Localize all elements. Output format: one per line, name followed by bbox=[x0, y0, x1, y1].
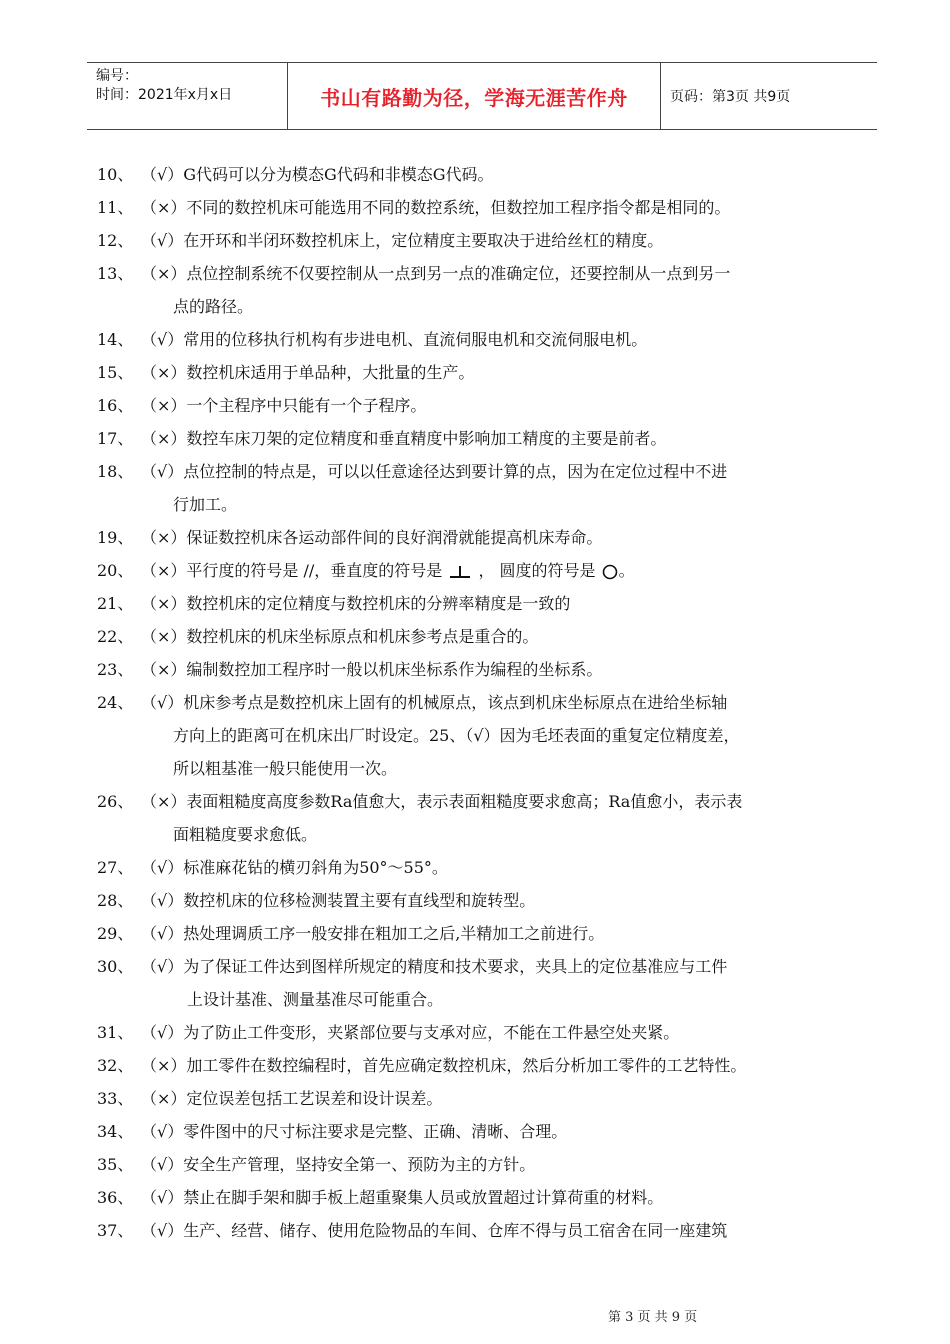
item-number: 12、 bbox=[97, 231, 134, 250]
list-item bbox=[97, 158, 877, 191]
list-item bbox=[97, 389, 877, 422]
perpendicularity-symbol-icon bbox=[447, 564, 473, 580]
item-text: （×）数控车床刀架的定位精度和垂直精度中影响加工精度的主要是前者。 bbox=[141, 429, 667, 448]
item-text: （×）加工零件在数控编程时，首先应确定数控机床，然后分析加工零件的工艺特性。 bbox=[141, 1056, 747, 1075]
item-text: （√）点位控制的特点是，可以以任意途径达到要计算的点，因为在定位过程中不进 bbox=[141, 462, 728, 481]
list-item-symbols bbox=[97, 554, 877, 587]
item-continuation: 行加工。 bbox=[173, 495, 238, 514]
item-number: 26、 bbox=[97, 792, 134, 811]
item-text: （√）数控机床的位移检测装置主要有直线型和旋转型。 bbox=[141, 891, 536, 910]
item-text: （×）数控机床的定位精度与数控机床的分辨率精度是一致的 bbox=[141, 594, 571, 613]
item-text: （×）保证数控机床各运动部件间的良好润滑就能提高机床寿命。 bbox=[141, 528, 603, 547]
item-text-part: ， 圆度的符号是 bbox=[478, 561, 596, 580]
item-continuation: 上设计基准、测量基准尽可能重合。 bbox=[187, 990, 444, 1009]
list-item bbox=[97, 686, 877, 719]
item-number: 23、 bbox=[97, 660, 134, 679]
item-number: 33、 bbox=[97, 1089, 134, 1108]
item-number: 20、 bbox=[97, 561, 134, 580]
list-item bbox=[97, 1181, 877, 1214]
item-text: （√）热处理调质工序一般安排在粗加工之后,半精加工之前进行。 bbox=[141, 924, 605, 943]
item-text: （√）标准麻花钻的横刃斜角为50°～55°。 bbox=[141, 858, 448, 877]
item-text bbox=[141, 554, 877, 587]
list-item bbox=[97, 224, 877, 257]
item-number: 14、 bbox=[97, 330, 134, 349]
item-number: 10、 bbox=[97, 165, 134, 184]
item-text: （×）数控机床适用于单品种，大批量的生产。 bbox=[141, 363, 475, 382]
item-number: 22、 bbox=[97, 627, 134, 646]
item-continuation: 所以粗基准一般只能使用一次。 bbox=[173, 759, 398, 778]
list-item bbox=[97, 587, 877, 620]
item-number: 36、 bbox=[97, 1188, 134, 1207]
item-number: 17、 bbox=[97, 429, 134, 448]
item-text: （√）禁止在脚手架和脚手板上超重聚集人员或放置超过计算荷重的材料。 bbox=[141, 1188, 664, 1207]
item-text: （×）编制数控加工程序时一般以机床坐标系作为编程的坐标系。 bbox=[141, 660, 603, 679]
list-item bbox=[97, 851, 877, 884]
list-item bbox=[97, 950, 877, 983]
item-number: 28、 bbox=[97, 891, 134, 910]
page-footer: 第 3 页 共 9 页 bbox=[608, 1310, 698, 1325]
question-list bbox=[97, 158, 877, 1247]
item-text: （×）表面粗糙度高度参数Ra值愈大，表示表面粗糙度要求愈高；Ra值愈小，表示表 bbox=[141, 792, 743, 811]
item-text: （√）在开环和半闭环数控机床上，定位精度主要取决于进给丝杠的精度。 bbox=[141, 231, 664, 250]
item-number: 16、 bbox=[97, 396, 134, 415]
item-number: 13、 bbox=[97, 264, 134, 283]
item-text: （√）G代码可以分为模态G代码和非模态G代码。 bbox=[141, 165, 494, 184]
item-number: 35、 bbox=[97, 1155, 134, 1174]
list-item bbox=[97, 1148, 877, 1181]
item-text: （√）机床参考点是数控机床上固有的机械原点，该点到机床坐标原点在进给坐标轴 bbox=[141, 693, 728, 712]
doc-number-label: 编号： bbox=[96, 68, 138, 84]
item-text: （×）不同的数控机床可能选用不同的数控系统，但数控加工程序指令都是相同的。 bbox=[141, 198, 731, 217]
item-text: （×）一个主程序中只能有一个子程序。 bbox=[141, 396, 427, 415]
list-item bbox=[97, 257, 877, 290]
item-text: （×）点位控制系统不仅要控制从一点到另一点的准确定位，还要控制从一点到另一 bbox=[141, 264, 731, 283]
item-number: 18、 bbox=[97, 462, 134, 481]
item-number: 27、 bbox=[97, 858, 134, 877]
list-item bbox=[97, 653, 877, 686]
list-item bbox=[97, 1016, 877, 1049]
list-item bbox=[97, 1082, 877, 1115]
item-text: （√）为了防止工件变形，夹紧部位要与支承对应，不能在工件悬空处夹紧。 bbox=[141, 1023, 680, 1042]
list-item bbox=[97, 323, 877, 356]
item-text: （√）安全生产管理，坚持安全第一、预防为主的方针。 bbox=[141, 1155, 536, 1174]
item-text: （√）常用的位移执行机构有步进电机、直流伺服电机和交流伺服电机。 bbox=[141, 330, 648, 349]
list-item bbox=[97, 1214, 877, 1247]
item-number: 31、 bbox=[97, 1023, 134, 1042]
circularity-symbol-icon bbox=[601, 564, 619, 580]
item-number: 37、 bbox=[97, 1221, 134, 1240]
doc-time-label: 时间：2021年x月x日 bbox=[96, 87, 233, 103]
item-number: 29、 bbox=[97, 924, 134, 943]
item-text-part: 。 bbox=[618, 561, 635, 580]
item-number: 21、 bbox=[97, 594, 134, 613]
item-text: （×）数控机床的机床坐标原点和机床参考点是重合的。 bbox=[141, 627, 539, 646]
list-item bbox=[97, 191, 877, 224]
list-item bbox=[97, 455, 877, 488]
item-number: 24、 bbox=[97, 693, 134, 712]
list-item bbox=[97, 422, 877, 455]
item-text: （×）定位误差包括工艺误差和设计误差。 bbox=[141, 1089, 443, 1108]
item-number: 15、 bbox=[97, 363, 134, 382]
header-motto: 书山有路勤为径，学海无涯苦作舟 bbox=[287, 63, 661, 129]
header-page-info: 页码：第3页 共9页 bbox=[670, 89, 791, 105]
list-item bbox=[97, 884, 877, 917]
item-continuation: 点的路径。 bbox=[173, 297, 254, 316]
list-item bbox=[97, 1115, 877, 1148]
page-header bbox=[87, 62, 877, 130]
item-text: （√）生产、经营、储存、使用危险物品的车间、仓库不得与员工宿舍在同一座建筑 bbox=[141, 1221, 728, 1240]
list-item bbox=[97, 917, 877, 950]
item-text: （√）为了保证工件达到图样所规定的精度和技术要求，夹具上的定位基准应与工件 bbox=[141, 957, 728, 976]
item-continuation: 方向上的距离可在机床出厂时设定。25、（√）因为毛坯表面的重复定位精度差， bbox=[173, 726, 740, 745]
list-item bbox=[97, 1049, 877, 1082]
list-item bbox=[97, 521, 877, 554]
item-continuation: 面粗糙度要求愈低。 bbox=[173, 825, 318, 844]
item-number: 34、 bbox=[97, 1122, 134, 1141]
item-number: 11、 bbox=[97, 198, 134, 217]
item-number: 19、 bbox=[97, 528, 134, 547]
list-item bbox=[97, 785, 877, 818]
header-info bbox=[87, 63, 287, 129]
list-item bbox=[97, 620, 877, 653]
item-text: （√）零件图中的尺寸标注要求是完整、正确、清晰、合理。 bbox=[141, 1122, 568, 1141]
item-number: 30、 bbox=[97, 957, 134, 976]
item-number: 32、 bbox=[97, 1056, 134, 1075]
item-text-part: （×）平行度的符号是 //，垂直度的符号是 bbox=[141, 561, 443, 580]
list-item bbox=[97, 356, 877, 389]
